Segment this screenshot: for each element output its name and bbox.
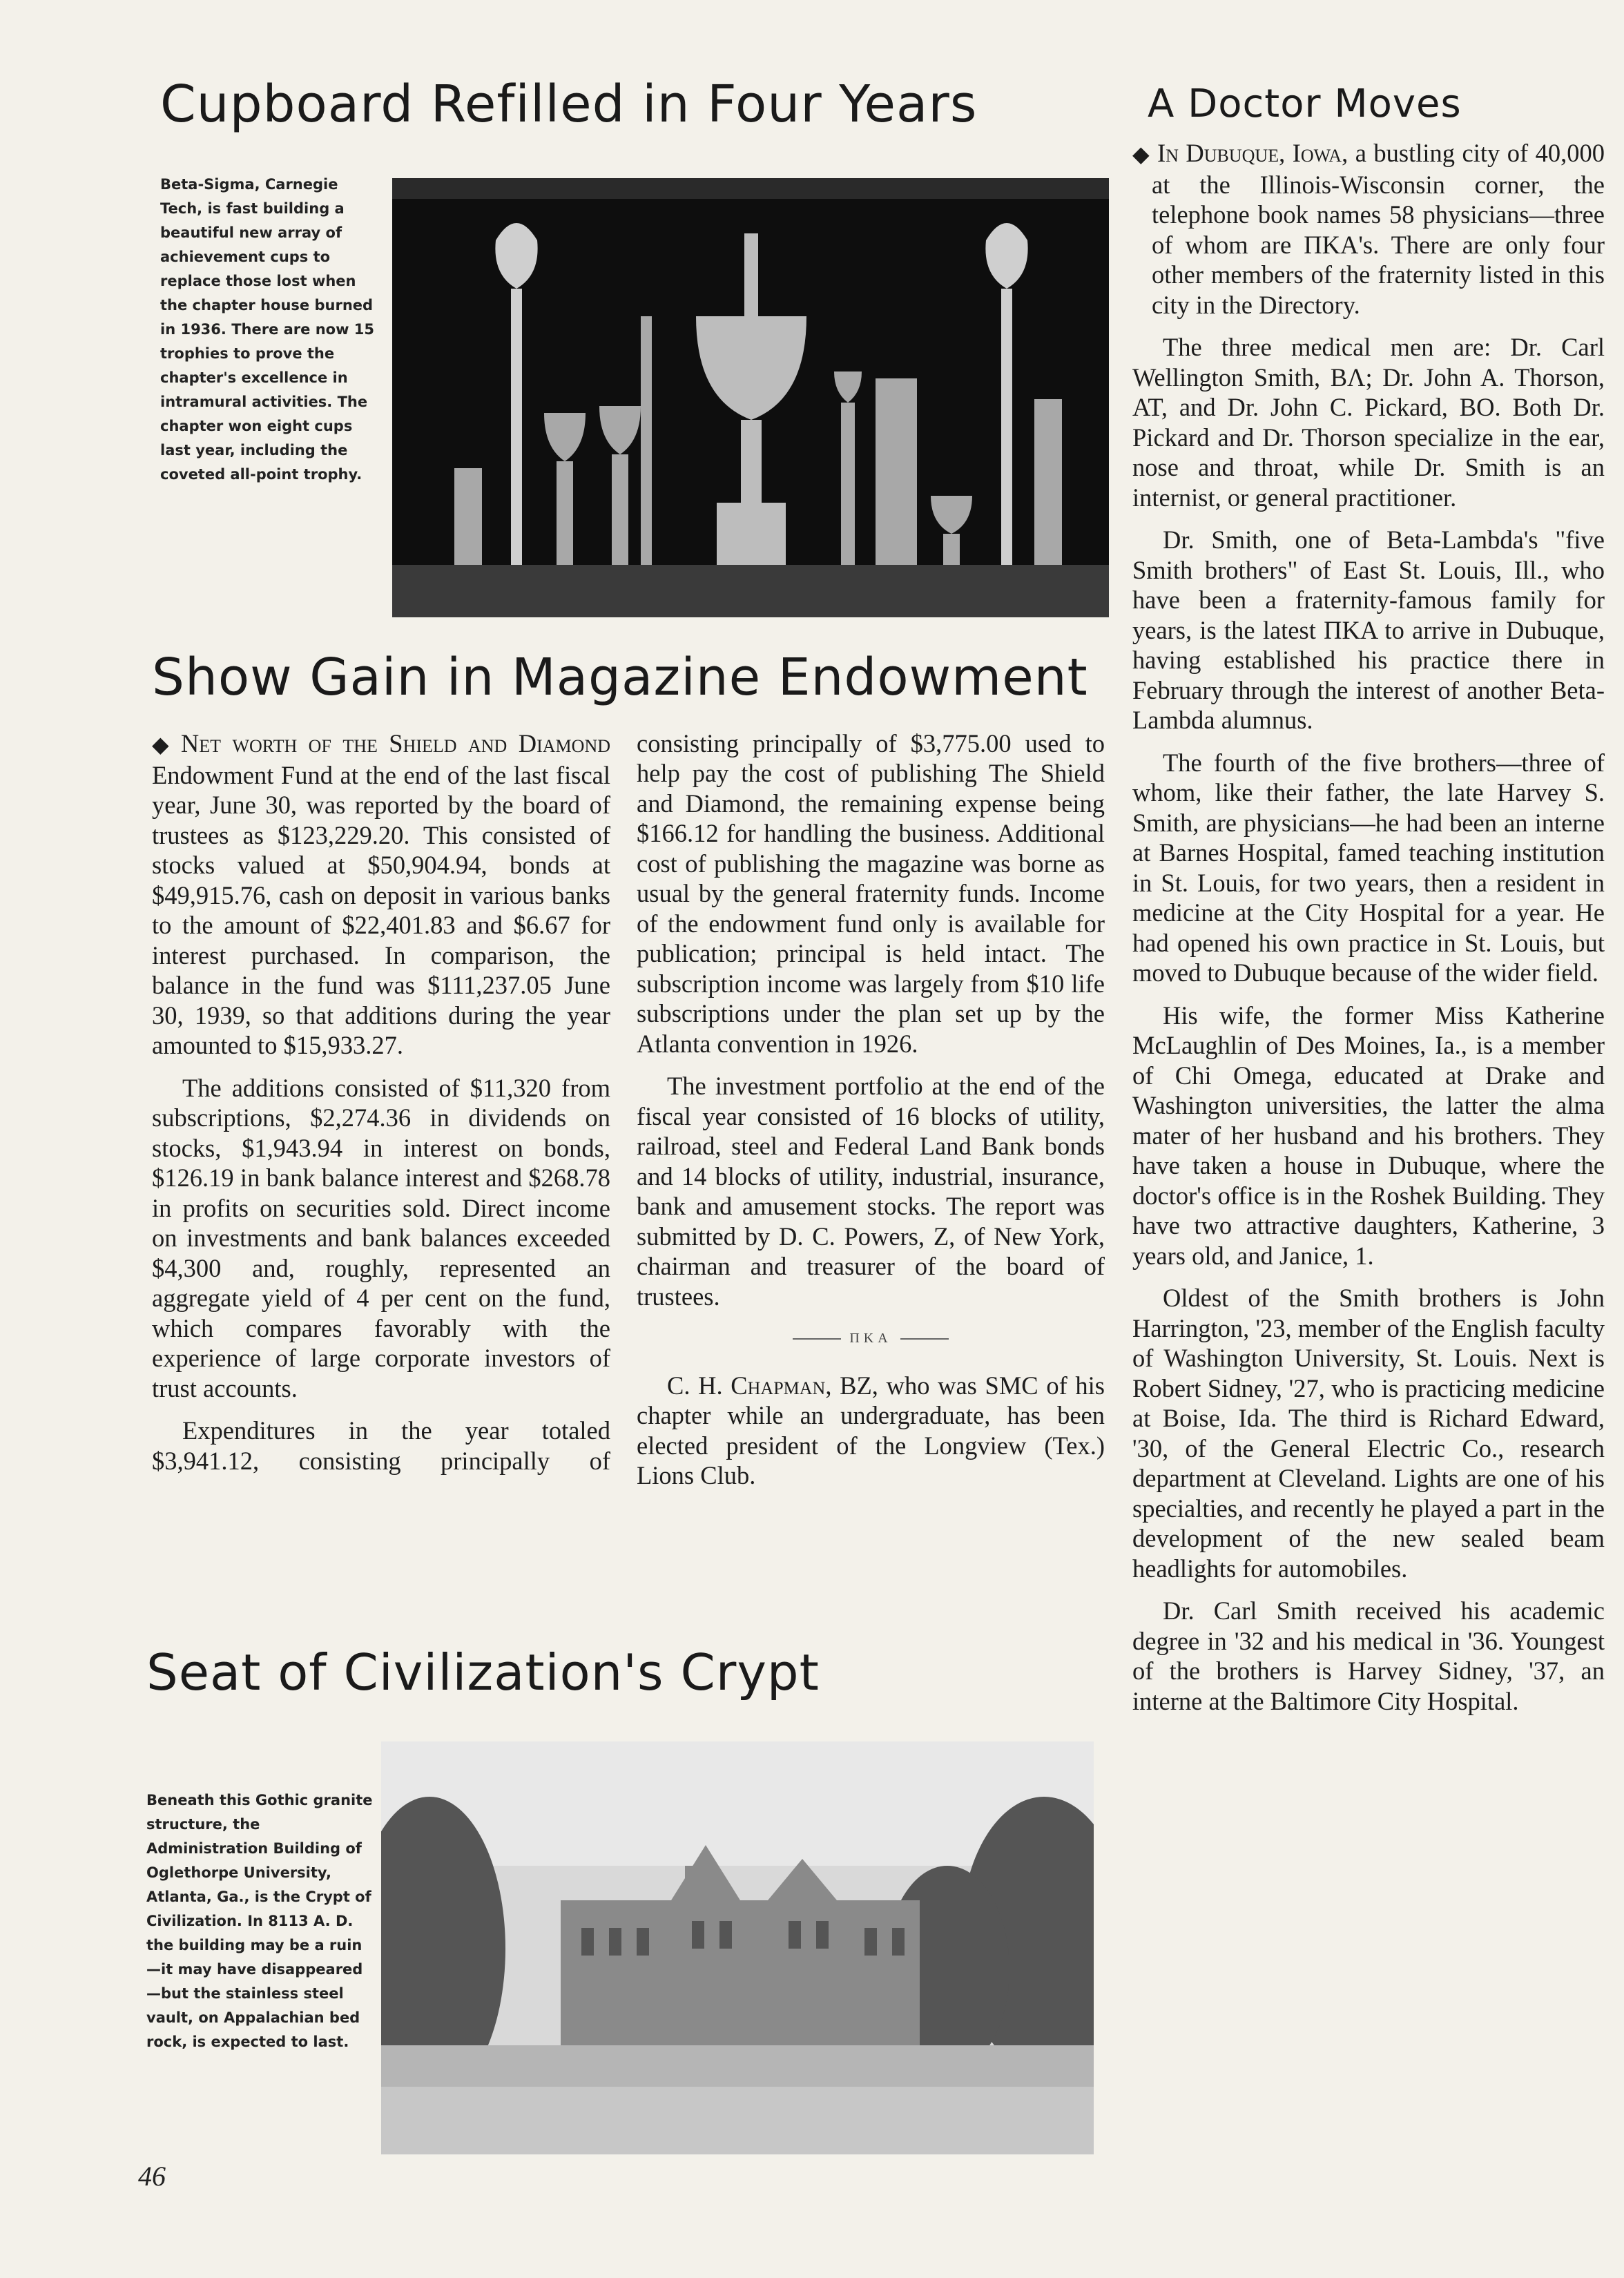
doctor-lead-paragraph: ◆ In Dubuque, Iowa, a bustling city of 40,000 at the Illinois-Wisconsin corner, the telephone book names 58 physicians—three of whom are ΠKA's. There are only four other members of the fraternity listed in this city in the Directory. — [1132, 139, 1605, 319]
doctor-headline: A Doctor Moves — [1148, 81, 1462, 126]
endowment-lead-paragraph: ◆ Net worth of the Shield and Diamond Endowment Fund at the end of the last fiscal year, June 30, was reported by the board of trustees as $123,229.20. This consisted of stocks valued at $50,904.94, bonds at $49,915.76, cash on deposit in various banks to the amount of $22,401.83 and $6.67 for interest purchased. In comparison, the balance in the fund was $111,237.05 June 30, 1939, so that additions during the year amounted to $15,933.27. — [152, 729, 611, 1059]
page-number: 46 — [138, 2161, 166, 2192]
endowment-paragraph: The additions consisted of $11,320 from subscriptions, $2,274.36 in dividends on stocks, $1,943.94 in interest on bonds, $126.19 in bank balance interest and $268.78 in profits on securities sold. Direct income on investments and bank balances exceeded $4,300 and, roughly, represented an aggregate yield of 4 per cent on the fund, which compares favorably with the experience of large corporate investors of trust accounts. — [152, 1073, 610, 1402]
doctor-paragraph: The fourth of the five brothers—three of whom, like their father, the late Harvey S. Smith, are physicians—he had been an interne at Barnes Hospital, famed teaching institution in St. Louis, for two years, then a resident in medicine at the City Hospital for a year. He had opened his own practice in St. Louis, but moved to Dubuque because of the wider field. — [1132, 748, 1605, 987]
endowment-paragraph-continued: consisting principally of $3,775.00 used to help pay the cost of publishing The Shield and Diamond, the remaining expense being $166.12 for handling the business. Additional cost of publishing the magazine was borne as usual by the general fraternity funds. Income of the endowment fund only is available for publication; principal is held intact. The subscription income was largely from $10 life subscriptions under the plan set up by the Atlanta convention in 1926. — [637, 728, 1105, 1058]
endowment-column-left — [152, 728, 610, 1476]
doctor-paragraph: Oldest of the Smith brothers is John Harrington, '23, member of the English faculty of Washington University, St. Louis. Next is Robert Sidney, '27, who is practicing medicine at Boise, Ida. The third is Richard Edward, '30, of the General Electric Co., research department at Cleveland. Lights are one of his specialties, and recently he played a part in the development of the new sealed beam headlights for automobiles. — [1132, 1284, 1605, 1583]
trophy-photo-caption: Beta-Sigma, Carnegie Tech, is fast building a beautiful new array of achievement cups to replace those lost when the chapter house burned in 1936. There are now 15 trophies to prove the chapter's excellence in intramural activities. The chapter won eight cups last year, including the coveted all-point trophy. — [160, 176, 375, 483]
endowment-column-right — [637, 728, 1105, 1619]
doctor-column — [1132, 138, 1605, 2161]
doctor-paragraph: His wife, the former Miss Katherine McLaughlin of Des Moines, Ia., is a member of Chi Omega, educated at Drake and Washington universities, the latter the alma mater of her husband and his brothers. They have taken a house in Dubuque, where the doctor's office is in the Roshek Building. They have two attractive daughters, Katherine, 3 years old, and Janice, 1. — [1132, 1001, 1605, 1270]
chapman-paragraph: C. H. Chapman, BZ, who was SMC of his chapter while an undergraduate, has been elected president of the Longview (Tex.) Lions Club. — [637, 1371, 1105, 1489]
endowment-paragraph: The investment portfolio at the end of the fiscal year consisted of 16 blocks of utility, railroad, steel and Federal Land Bank bonds and 14 blocks of utility, industrial, insurance, bank and amusement stocks. The report was submitted by D. C. Powers, Z, of New York, chairman and treasurer of the board of trustees. — [637, 1072, 1105, 1311]
doctor-paragraph: Dr. Carl Smith received his academic degree in '32 and his medical in '36. Youngest of the brothers is Harvey Sidney, '37, an interne at the Baltimore City Hospital. — [1132, 1596, 1605, 1715]
endowment-headline: Show Gain in Magazine Endowment — [152, 648, 1088, 707]
crypt-headline: Seat of Civilization's Crypt — [146, 1643, 820, 1701]
trophy-case-image — [392, 178, 1109, 617]
endowment-paragraph: Expenditures in the year totaled $3,941.12, consisting principally of — [152, 1416, 610, 1475]
doctor-paragraph: Dr. Smith, one of Beta-Lambda's "five Smith brothers" of East St. Louis, Ill., who have been a fraternity-famous family for years, is the latest ΠKA to arrive in Dubuque, having established his practice there in February through the interest of another Beta-Lambda alumnus. — [1132, 525, 1605, 734]
cupboard-headline: Cupboard Refilled in Four Years — [160, 75, 978, 134]
doctor-paragraph: The three medical men are: Dr. Carl Wellington Smith, BΛ; Dr. John A. Thorson, AT, and Dr. John C. Pickard, BO. Both Dr. Pickard and Dr. Thorson specialize in the ear, nose and throat, while Dr. Smith is an internist, or general practitioner. — [1132, 333, 1605, 512]
section-divider: ΠKA — [637, 1324, 1105, 1354]
administration-building-image — [381, 1741, 1094, 2154]
oglethorpe-building-photo — [381, 1741, 1094, 2154]
crypt-photo-caption: Beneath this Gothic granite structure, the Administration Building of Oglethorpe University, Atlanta, Ga., is the Crypt of Civilization. In 8113 A. D. the building may be a ruin—it may have disappeared—but the stainless steel vault, on Appalachian bed rock, is expected to last. — [146, 1792, 373, 2050]
diamond-bullet-icon: ◆ — [1132, 142, 1150, 166]
diamond-bullet-icon: ◆ — [152, 732, 174, 757]
trophy-case-photo — [392, 178, 1109, 617]
